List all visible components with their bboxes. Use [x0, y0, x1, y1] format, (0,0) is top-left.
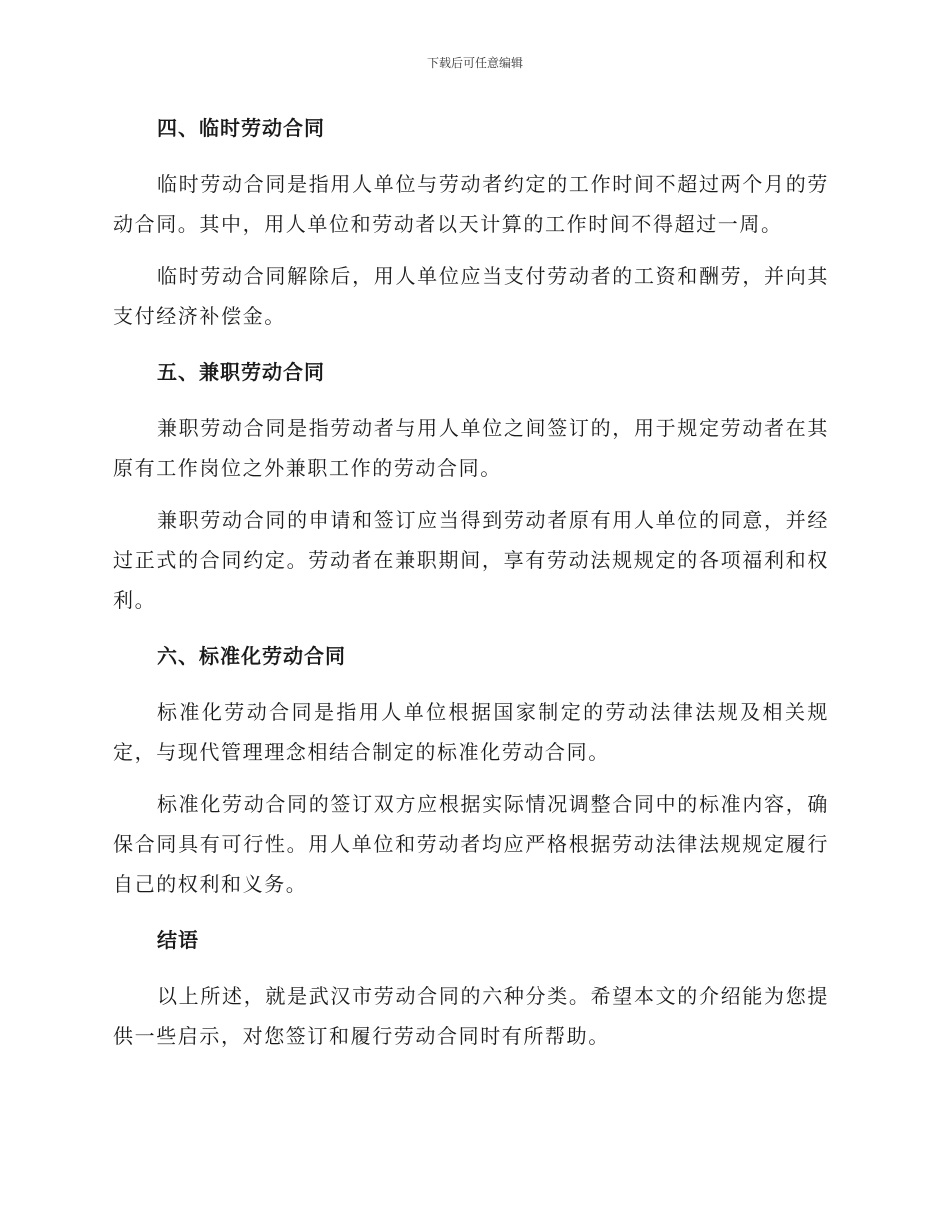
paragraph: 标准化劳动合同的签订双方应根据实际情况调整合同中的标准内容，确保合同具有可行性。用人单位和劳动者均应严格根据劳动法律法规规定履行自己的权利和义务。: [113, 792, 829, 896]
section-heading-standard-contract: 六、标准化劳动合同: [157, 644, 346, 668]
section-heading-temporary-contract: 四、临时劳动合同: [157, 116, 325, 140]
paragraph: 兼职劳动合同是指劳动者与用人单位之间签订的，用于规定劳动者在其原有工作岗位之外兼职工作的劳动合同。: [113, 416, 829, 480]
paragraph: 临时劳动合同是指用人单位与劳动者约定的工作时间不超过两个月的劳动合同。其中，用人单位和劳动者以天计算的工作时间不得超过一周。: [113, 172, 829, 236]
paragraph: 标准化劳动合同是指用人单位根据国家制定的劳动法律法规及相关规定，与现代管理理念相结合制定的标准化劳动合同。: [113, 700, 829, 764]
paragraph: 以上所述，就是武汉市劳动合同的六种分类。希望本文的介绍能为您提供一些启示，对您签订和履行劳动合同时有所帮助。: [113, 984, 829, 1048]
section-heading-conclusion: 结语: [157, 928, 199, 952]
paragraph: 临时劳动合同解除后，用人单位应当支付劳动者的工资和酬劳，并向其支付经济补偿金。: [113, 264, 829, 328]
document-body: [113, 112, 829, 1056]
section-heading-part-time-contract: 五、兼职劳动合同: [157, 360, 325, 384]
page-header-note: 下载后可任意编辑: [426, 56, 523, 70]
paragraph: 兼职劳动合同的申请和签订应当得到劳动者原有用人单位的同意，并经过正式的合同约定。劳动者在兼职期间，享有劳动法规规定的各项福利和权利。: [113, 508, 829, 612]
